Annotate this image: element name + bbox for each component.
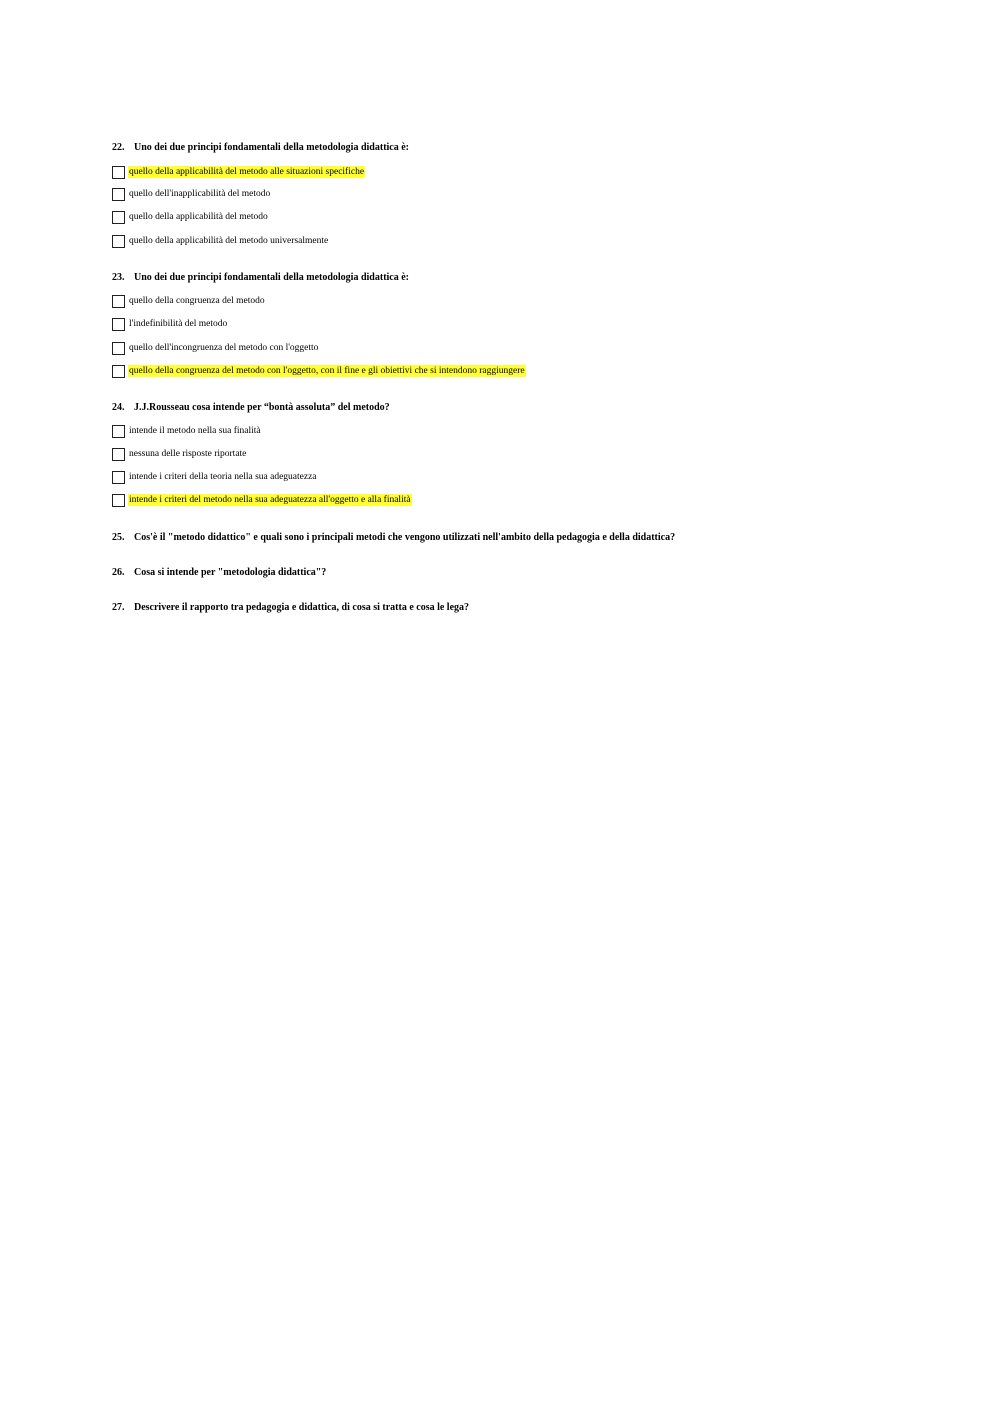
option-text: quello della applicabilità del metodo universalmente — [129, 236, 329, 246]
checkbox[interactable] — [112, 425, 125, 438]
option-24c[interactable] — [112, 469, 318, 485]
option-text: intende i criteri della teoria nella sua adeguatezza — [129, 472, 317, 482]
question-26 — [112, 567, 326, 578]
option-text: quello della applicabilità del metodo alle situazioni specifiche — [129, 167, 365, 177]
question-number: 27. — [112, 602, 125, 613]
option-text: l'indefinibilità del metodo — [129, 319, 228, 329]
question-text: Cos'è il "metodo didattico" e quali sono i principali metodi che vengono utilizzati nell'ambito della pedagogia e della didattica? — [134, 532, 676, 543]
checkbox[interactable] — [112, 318, 125, 331]
option-text: quello della congruenza del metodo con l'oggetto, con il fine e gli obiettivi che si intendono raggiungere — [129, 366, 525, 376]
option-text: quello della applicabilità del metodo — [129, 212, 268, 222]
question-number: 25. — [112, 532, 125, 543]
question-text: J.J.Rousseau cosa intende per “bontà assoluta” del metodo? — [134, 402, 390, 413]
checkbox[interactable] — [112, 494, 125, 507]
checkbox[interactable] — [112, 188, 125, 201]
option-24b[interactable] — [112, 446, 247, 462]
checkbox[interactable] — [112, 365, 125, 378]
option-23b[interactable] — [112, 316, 228, 332]
question-number: 26. — [112, 567, 125, 578]
option-23c[interactable] — [112, 340, 319, 356]
option-text: intende i criteri del metodo nella sua adeguatezza all'oggetto e alla finalità — [129, 495, 411, 505]
question-text: Cosa si intende per "metodologia didattica"? — [134, 567, 327, 578]
question-25 — [112, 532, 675, 543]
option-22d[interactable] — [112, 233, 329, 249]
option-23d[interactable] — [112, 363, 526, 379]
question-number: 23. — [112, 272, 125, 283]
question-number: 24. — [112, 402, 125, 413]
option-22a[interactable] — [112, 164, 365, 180]
option-22b[interactable] — [112, 186, 271, 202]
option-text: quello dell'incongruenza del metodo con l'oggetto — [129, 343, 319, 353]
option-text: intende il metodo nella sua finalità — [129, 426, 261, 436]
question-number: 22. — [112, 142, 125, 153]
checkbox[interactable] — [112, 211, 125, 224]
question-27 — [112, 602, 469, 613]
checkbox[interactable] — [112, 166, 125, 179]
question-text: Descrivere il rapporto tra pedagogia e didattica, di cosa si tratta e cosa le lega? — [134, 602, 470, 613]
checkbox[interactable] — [112, 448, 125, 461]
option-24d[interactable] — [112, 492, 412, 508]
option-text: quello della congruenza del metodo — [129, 296, 265, 306]
checkbox[interactable] — [112, 295, 125, 308]
question-22 — [112, 142, 409, 153]
checkbox[interactable] — [112, 235, 125, 248]
option-text: nessuna delle risposte riportate — [129, 449, 247, 459]
question-text: Uno dei due principi fondamentali della metodologia didattica è: — [134, 272, 410, 283]
option-24a[interactable] — [112, 423, 262, 439]
checkbox[interactable] — [112, 471, 125, 484]
question-text: Uno dei due principi fondamentali della metodologia didattica è: — [134, 142, 410, 153]
question-23 — [112, 272, 409, 283]
option-text: quello dell'inapplicabilità del metodo — [129, 189, 271, 199]
option-22c[interactable] — [112, 209, 269, 225]
option-23a[interactable] — [112, 293, 266, 309]
checkbox[interactable] — [112, 342, 125, 355]
question-24 — [112, 402, 390, 413]
